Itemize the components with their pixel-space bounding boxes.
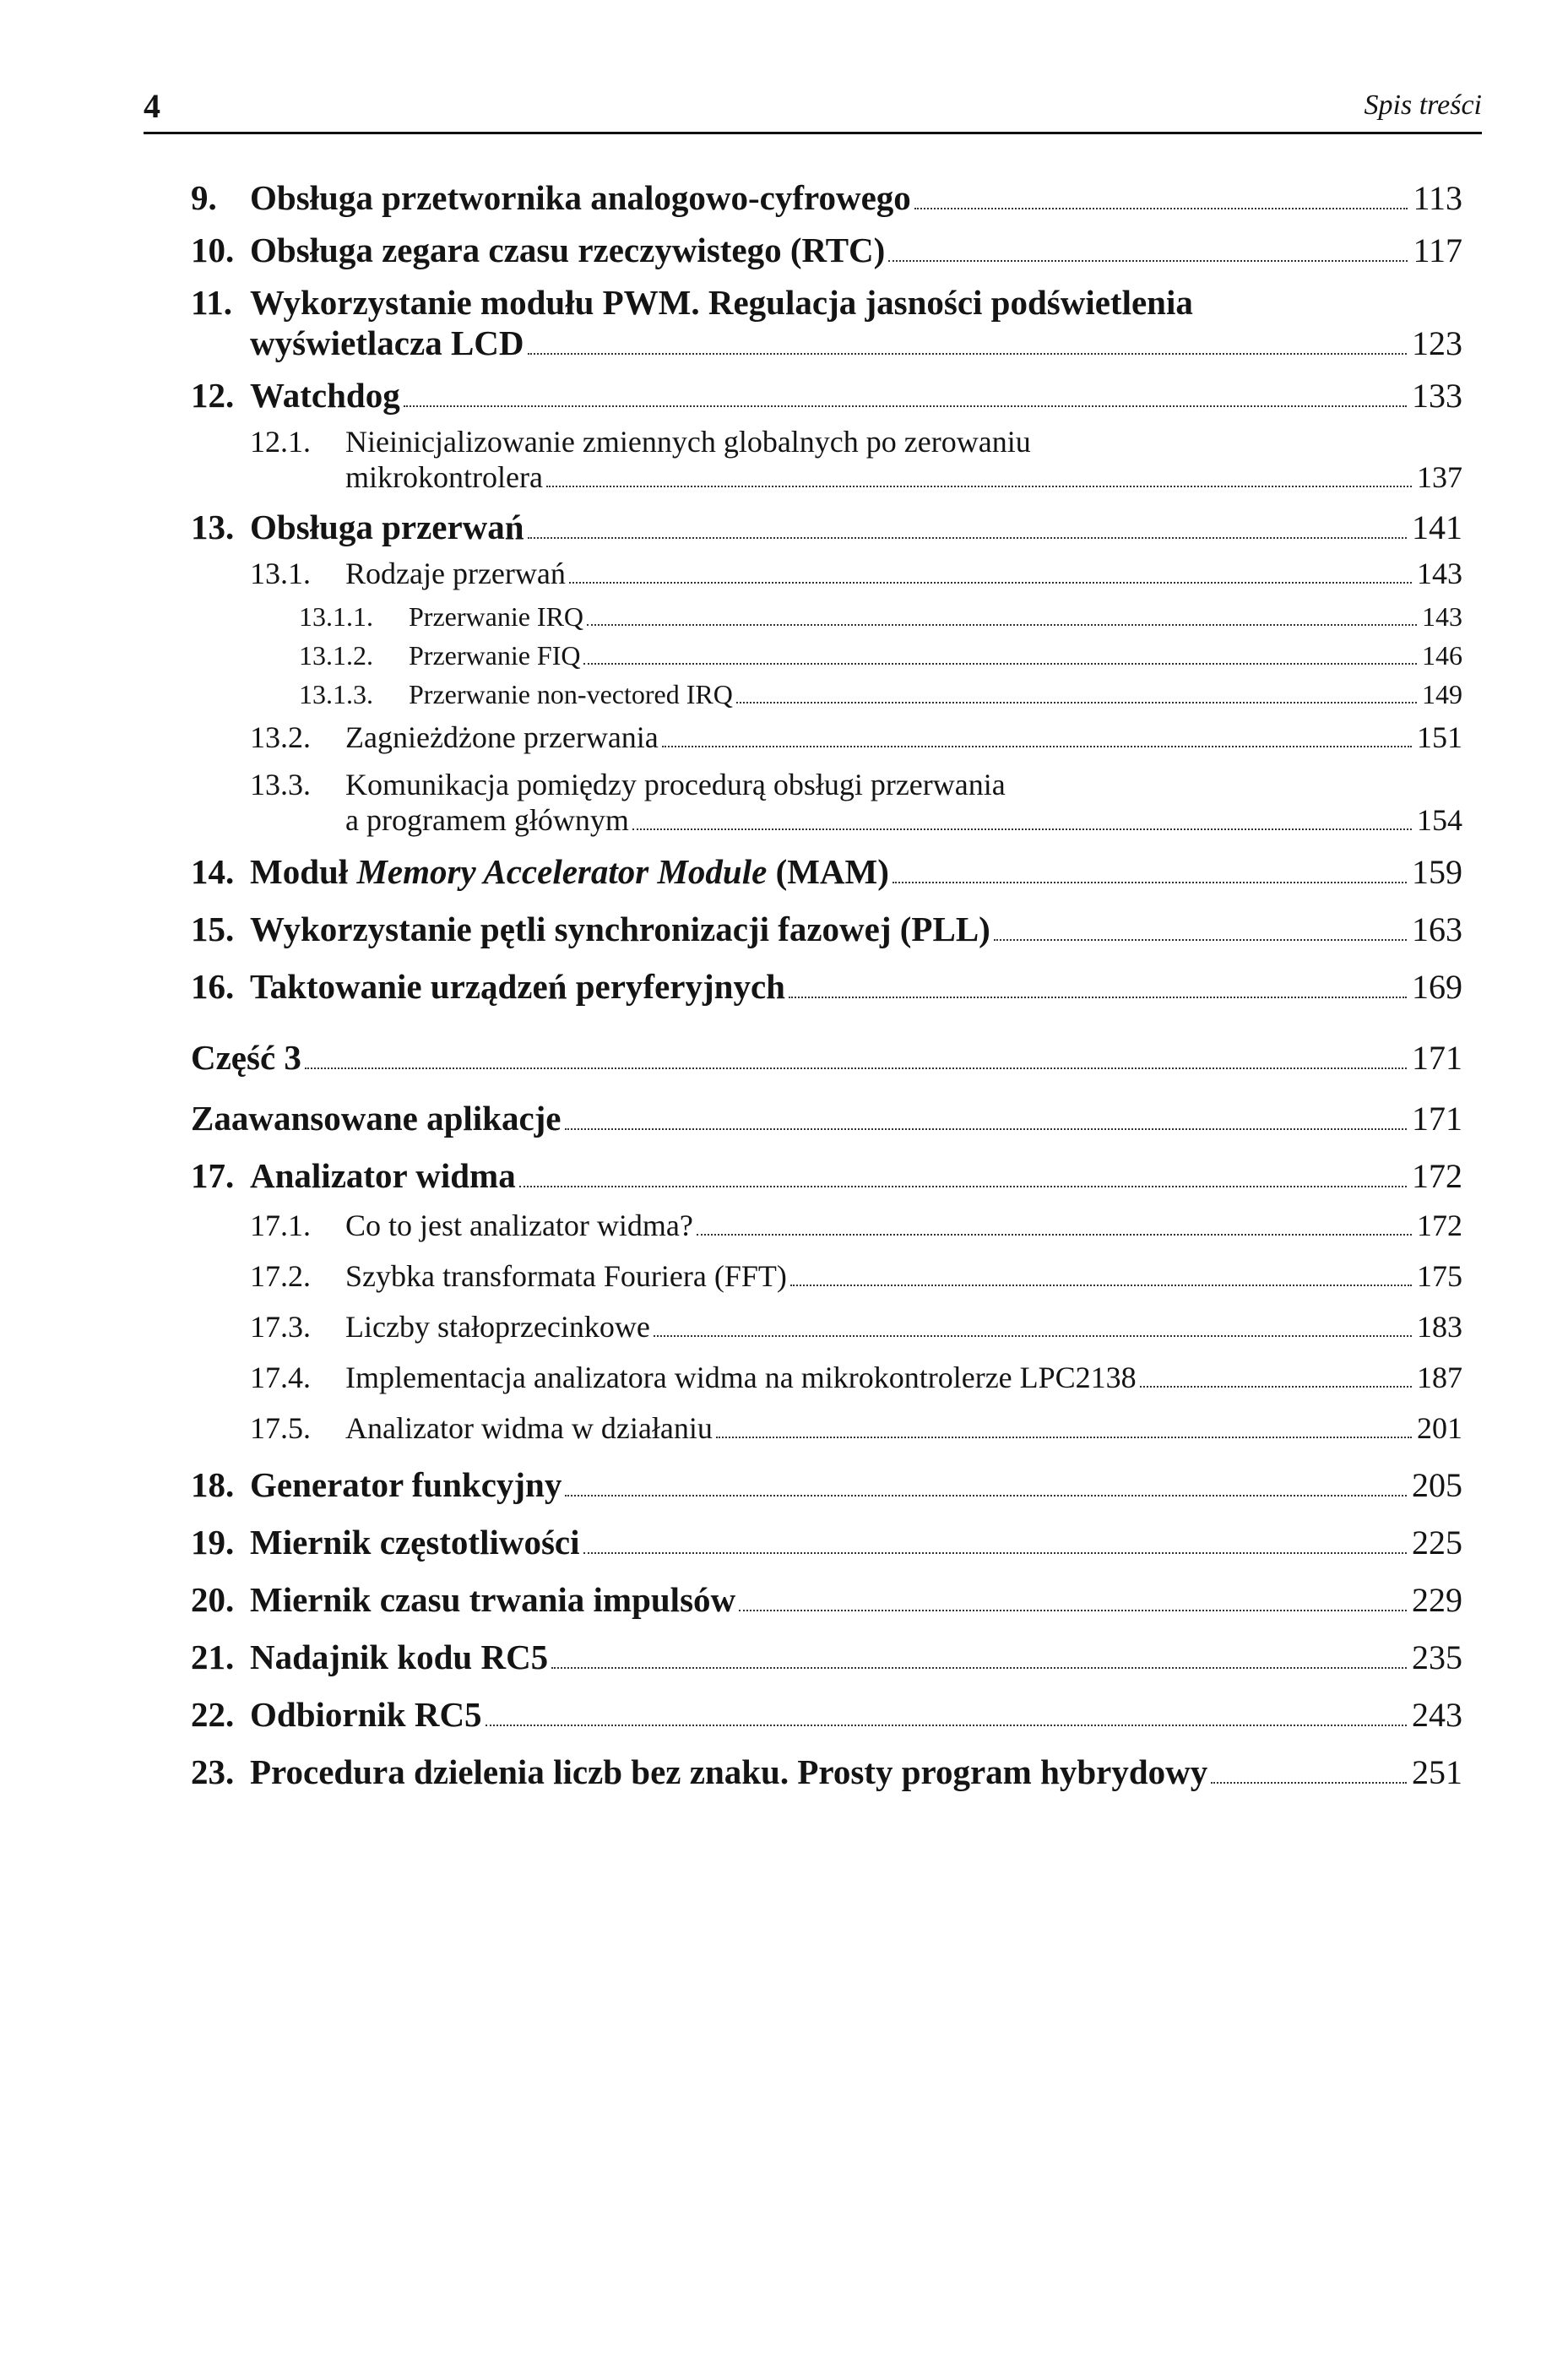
toc-title: Analizator widma bbox=[250, 1156, 516, 1195]
toc-page: 229 bbox=[1412, 1581, 1462, 1619]
toc-title: Liczby stałoprzecinkowe bbox=[345, 1310, 650, 1344]
leader-dots bbox=[528, 353, 1407, 355]
toc-title: Moduł Memory Accelerator Module (MAM) bbox=[250, 852, 889, 891]
toc-page: 201 bbox=[1417, 1411, 1462, 1445]
toc-title: Implementacja analizatora widma na mikrokontrolerze LPC2138 bbox=[345, 1361, 1137, 1394]
toc-entry-11[interactable] bbox=[191, 282, 1462, 375]
leader-dots bbox=[565, 1495, 1407, 1497]
page-number: 4 bbox=[144, 87, 160, 125]
toc-title: Obsługa zegara czasu rzeczywistego (RTC) bbox=[250, 231, 886, 269]
toc-title: Generator funkcyjny bbox=[250, 1465, 562, 1504]
toc-part-3[interactable] bbox=[191, 1037, 1462, 1098]
toc-title: Co to jest analizator widma? bbox=[345, 1209, 693, 1242]
toc-entry-12[interactable] bbox=[191, 375, 1462, 424]
leader-dots bbox=[1140, 1386, 1412, 1388]
toc-entry-17-4[interactable] bbox=[191, 1360, 1462, 1410]
toc-page: 159 bbox=[1412, 853, 1462, 891]
toc-title: Odbiornik RC5 bbox=[250, 1695, 482, 1734]
leader-dots bbox=[486, 1725, 1407, 1726]
toc-number: 15. bbox=[191, 910, 235, 948]
toc-entry-10[interactable] bbox=[191, 230, 1462, 282]
leader-dots bbox=[519, 1186, 1407, 1187]
toc-number: 18. bbox=[191, 1465, 235, 1504]
toc-title-line1: Wykorzystanie modułu PWM. Regulacja jasności podświetlenia bbox=[250, 283, 1193, 322]
leader-dots bbox=[736, 702, 1417, 703]
toc-title: Szybka transformata Fouriera (FFT) bbox=[345, 1259, 787, 1293]
toc-title: Przerwanie FIQ bbox=[409, 640, 581, 671]
toc-number: 12.1. bbox=[250, 425, 311, 459]
toc-page: 117 bbox=[1413, 231, 1462, 269]
toc-entry-17-3[interactable] bbox=[191, 1309, 1462, 1360]
leader-dots bbox=[528, 537, 1407, 539]
toc-page: 243 bbox=[1412, 1696, 1462, 1734]
toc-entry-17-2[interactable] bbox=[191, 1258, 1462, 1309]
toc-number: 11. bbox=[191, 283, 232, 322]
toc-number: 13.1.1. bbox=[299, 601, 373, 632]
leader-dots bbox=[739, 1610, 1407, 1611]
toc-entry-13[interactable] bbox=[191, 507, 1462, 556]
toc-page: 183 bbox=[1417, 1310, 1462, 1344]
leader-dots bbox=[790, 1285, 1412, 1286]
toc-number: 13.1. bbox=[250, 557, 311, 590]
toc-number: 17.3. bbox=[250, 1310, 311, 1344]
toc-page: 205 bbox=[1412, 1466, 1462, 1504]
toc-title: Zaawansowane aplikacje bbox=[191, 1099, 562, 1138]
leader-dots bbox=[583, 663, 1417, 665]
toc-title-line2: wyświetlacza LCD bbox=[250, 323, 524, 362]
toc-entry-21[interactable] bbox=[191, 1637, 1462, 1694]
leader-dots bbox=[565, 1128, 1407, 1130]
toc-page: 154 bbox=[1417, 803, 1462, 837]
toc-title: Analizator widma w działaniu bbox=[345, 1411, 713, 1445]
toc-page: 149 bbox=[1422, 679, 1462, 709]
toc-entry-14[interactable] bbox=[191, 851, 1462, 909]
toc-number: 10. bbox=[191, 231, 235, 269]
toc-page: 141 bbox=[1412, 508, 1462, 546]
toc-title: Część 3 bbox=[191, 1038, 301, 1077]
toc-title-line1: Nieinicjalizowanie zmiennych globalnych po zerowaniu bbox=[345, 425, 1031, 459]
leader-dots bbox=[716, 1437, 1412, 1438]
toc-entry-17[interactable] bbox=[191, 1155, 1462, 1208]
toc-page: 169 bbox=[1412, 968, 1462, 1006]
leader-dots bbox=[697, 1234, 1412, 1236]
toc-number: 22. bbox=[191, 1695, 235, 1734]
toc-page: 187 bbox=[1417, 1361, 1462, 1394]
toc-page: 146 bbox=[1422, 640, 1462, 671]
toc-entry-13-1-1[interactable] bbox=[191, 601, 1462, 640]
toc-page: 113 bbox=[1413, 179, 1462, 217]
toc-number: 17.5. bbox=[250, 1411, 311, 1445]
toc-number: 17.4. bbox=[250, 1361, 311, 1394]
toc-page: 133 bbox=[1412, 377, 1462, 415]
table-of-contents bbox=[191, 177, 1462, 1809]
toc-page: 137 bbox=[1417, 460, 1462, 494]
running-title: Spis treści bbox=[1364, 90, 1482, 121]
toc-title-line2: a programem głównym bbox=[345, 803, 629, 837]
toc-number: 12. bbox=[191, 376, 235, 415]
toc-page: 171 bbox=[1412, 1039, 1462, 1077]
toc-entry-17-5[interactable] bbox=[191, 1410, 1462, 1464]
toc-page: 151 bbox=[1417, 720, 1462, 754]
toc-title: Obsługa przerwań bbox=[250, 508, 524, 546]
toc-title: Przerwanie non-vectored IRQ bbox=[409, 679, 733, 709]
leader-dots bbox=[404, 405, 1407, 407]
leader-dots bbox=[888, 260, 1408, 262]
toc-page: 143 bbox=[1422, 601, 1462, 632]
toc-page: 235 bbox=[1412, 1638, 1462, 1676]
leader-dots bbox=[569, 582, 1412, 584]
leader-dots bbox=[1211, 1782, 1407, 1784]
toc-title: Obsługa przetwornika analogowo-cyfrowego bbox=[250, 178, 911, 217]
leader-dots bbox=[789, 997, 1407, 998]
toc-title: Procedura dzielenia liczb bez znaku. Prosty program hybrydowy bbox=[250, 1752, 1208, 1791]
toc-title-line1: Komunikacja pomiędzy procedurą obsługi przerwania bbox=[345, 768, 1006, 801]
toc-entry-13-1[interactable] bbox=[191, 556, 1462, 601]
toc-page: 143 bbox=[1417, 557, 1462, 590]
toc-page: 171 bbox=[1412, 1100, 1462, 1138]
toc-page: 172 bbox=[1417, 1209, 1462, 1242]
toc-number: 16. bbox=[191, 967, 235, 1006]
leader-dots bbox=[914, 208, 1408, 209]
toc-number: 23. bbox=[191, 1752, 235, 1791]
toc-entry-20[interactable] bbox=[191, 1579, 1462, 1637]
toc-entry-18[interactable] bbox=[191, 1464, 1462, 1522]
toc-entry-13-2[interactable] bbox=[191, 720, 1462, 767]
leader-dots bbox=[583, 1552, 1407, 1554]
toc-title: Zagnieżdżone przerwania bbox=[345, 720, 659, 754]
toc-entry-19[interactable] bbox=[191, 1522, 1462, 1579]
toc-page: 163 bbox=[1412, 910, 1462, 948]
toc-entry-12-1[interactable] bbox=[191, 424, 1462, 507]
toc-page: 172 bbox=[1412, 1157, 1462, 1195]
toc-title: Przerwanie IRQ bbox=[409, 601, 584, 632]
leader-dots bbox=[546, 486, 1412, 487]
page-header bbox=[144, 84, 1482, 134]
toc-number: 17. bbox=[191, 1156, 235, 1195]
toc-title-line2: mikrokontrolera bbox=[345, 460, 543, 494]
toc-number: 13.3. bbox=[250, 768, 311, 801]
toc-title: Wykorzystanie pętli synchronizacji fazowej (PLL) bbox=[250, 910, 990, 948]
leader-dots bbox=[654, 1335, 1412, 1337]
toc-part-3-subtitle[interactable] bbox=[191, 1098, 1462, 1155]
toc-entry-22[interactable] bbox=[191, 1694, 1462, 1752]
leader-dots bbox=[305, 1067, 1407, 1069]
toc-title: Watchdog bbox=[250, 376, 400, 415]
toc-number: 20. bbox=[191, 1580, 235, 1619]
toc-title: Rodzaje przerwań bbox=[345, 557, 566, 590]
leader-dots bbox=[893, 882, 1407, 883]
toc-number: 19. bbox=[191, 1523, 235, 1562]
leader-dots bbox=[662, 746, 1412, 747]
toc-entry-13-1-2[interactable] bbox=[191, 640, 1462, 679]
toc-title: Taktowanie urządzeń peryferyjnych bbox=[250, 967, 785, 1006]
toc-number: 13. bbox=[191, 508, 235, 546]
leader-dots bbox=[632, 828, 1412, 830]
leader-dots bbox=[994, 939, 1407, 941]
toc-number: 13.1.2. bbox=[299, 640, 373, 671]
toc-page: 225 bbox=[1412, 1524, 1462, 1562]
toc-entry-9[interactable] bbox=[191, 177, 1462, 230]
toc-number: 13.2. bbox=[250, 720, 311, 754]
toc-title: Miernik czasu trwania impulsów bbox=[250, 1580, 736, 1619]
leader-dots bbox=[551, 1667, 1407, 1669]
toc-number: 13.1.3. bbox=[299, 679, 373, 709]
toc-page: 123 bbox=[1412, 324, 1462, 362]
toc-number: 9. bbox=[191, 178, 217, 217]
toc-number: 17.1. bbox=[250, 1209, 311, 1242]
toc-entry-15[interactable] bbox=[191, 909, 1462, 966]
toc-entry-16[interactable] bbox=[191, 966, 1462, 1037]
toc-entry-13-3[interactable] bbox=[191, 767, 1462, 851]
toc-title: Nadajnik kodu RC5 bbox=[250, 1638, 549, 1676]
toc-entry-13-1-3[interactable] bbox=[191, 679, 1462, 720]
toc-page: 251 bbox=[1412, 1753, 1462, 1791]
toc-number: 21. bbox=[191, 1638, 235, 1676]
toc-title: Miernik częstotliwości bbox=[250, 1523, 580, 1562]
toc-entry-17-1[interactable] bbox=[191, 1208, 1462, 1258]
toc-page: 175 bbox=[1417, 1259, 1462, 1293]
leader-dots bbox=[587, 624, 1417, 626]
toc-number: 14. bbox=[191, 852, 235, 891]
toc-number: 17.2. bbox=[250, 1259, 311, 1293]
toc-entry-23[interactable] bbox=[191, 1752, 1462, 1809]
toc-title-italic: Memory Accelerator Module bbox=[356, 852, 768, 891]
